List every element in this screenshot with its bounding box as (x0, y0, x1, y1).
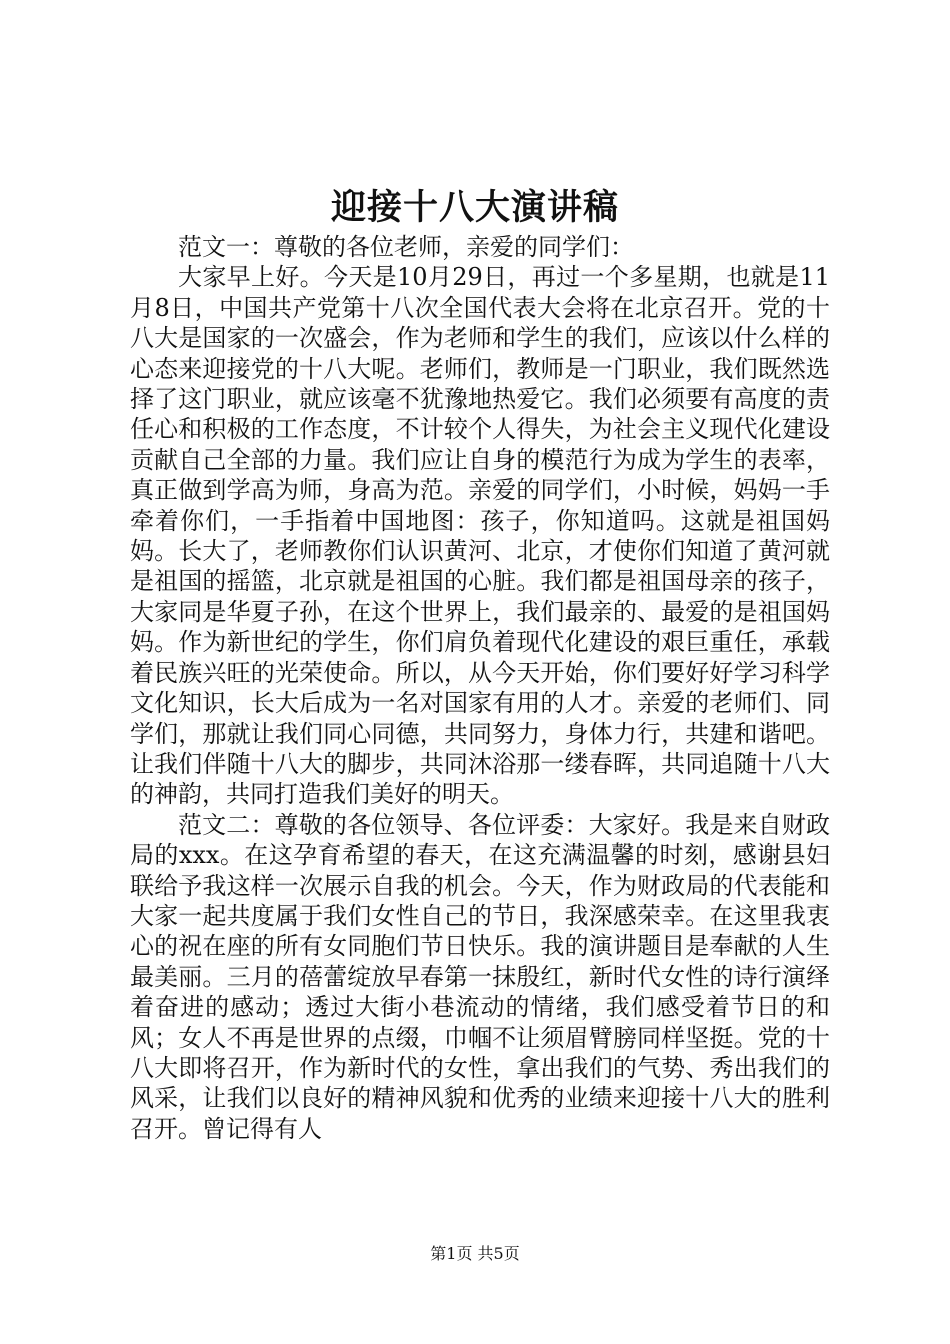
page-footer (0, 1244, 950, 1264)
page-count: 共5页 (477, 1244, 520, 1263)
paragraph-sample-one: 大家早上好。今天是10月29日，再过一个多星期，也就是11月8日，中国共产党第十八次全国代表大会将在北京召开。党的十八大是国家的一次盛会，作为老师和学生的我们，应该以什么样的心态来迎接党的十八大呢。老师们，教师是一门职业，我们既然选择了这门职业，就应该毫不犹豫地热爱它。我们必须要有高度的责任心和积极的工作态度，不计较个人得失，为社会主义现代化建设贡献自己全部的力量。我们应让自身的模范行为成为学生的表率，真正做到学高为师，身高为范。亲爱的同学们，小时候，妈妈一手牵着你们，一手指着中国地图：孩子，你知道吗。这就是祖国妈妈。长大了，老师教你们认识黄河、北京，才使你们知道了黄河就是祖国的摇篮，北京就是祖国的心脏。我们都是祖国母亲的孩子，大家同是华夏子孙，在这个世界上，我们最亲的、最爱的是祖国妈妈。作为新世纪的学生，你们肩负着现代化建设的艰巨重任，承载着民族兴旺的光荣使命。所以，从今天开始，你们要好好学习科学文化知识，长大后成为一名对国家有用的人才。亲爱的老师们、同学们，那就让我们同心同德，共同努力，身体力行，共建和谐吧。让我们伴随十八大的脚步，共同沐浴那一缕春晖，共同追随十八大的神韵，共同打造我们美好的明天。 (130, 263, 830, 809)
document-title: 迎接十八大演讲稿 (330, 187, 619, 228)
paragraph-sample-two: 范文二：尊敬的各位领导、各位评委：大家好。我是来自财政局的xxx。在这孕育希望的春天，在这充满温馨的时刻，感谢县妇联给予我这样一次展示自我的机会。今天，作为财政局的代表能和大家一起共度属于我们女性自己的节日，我深感荣幸。在这里我衷心的祝在座的所有女同胞们节日快乐。我的演讲题目是奉献的人生最美丽。三月的蓓蕾绽放早春第一抹殷红，新时代女性的诗行演绎着奋进的感动；透过大街小巷流动的情绪，我们感受着节日的和风；女人不再是世界的点缀，巾帼不让须眉臂膀同样坚挺。党的十八大即将召开，作为新时代的女性，拿出我们的气势、秀出我们的风采，让我们以良好的精神风貌和优秀的业绩来迎接十八大的胜利召开。曾记得有人 (130, 810, 830, 1143)
document-body (130, 232, 830, 1144)
page-number: 第1页 (430, 1244, 473, 1263)
paragraph-salutation: 范文一：尊敬的各位老师，亲爱的同学们： (178, 233, 634, 261)
